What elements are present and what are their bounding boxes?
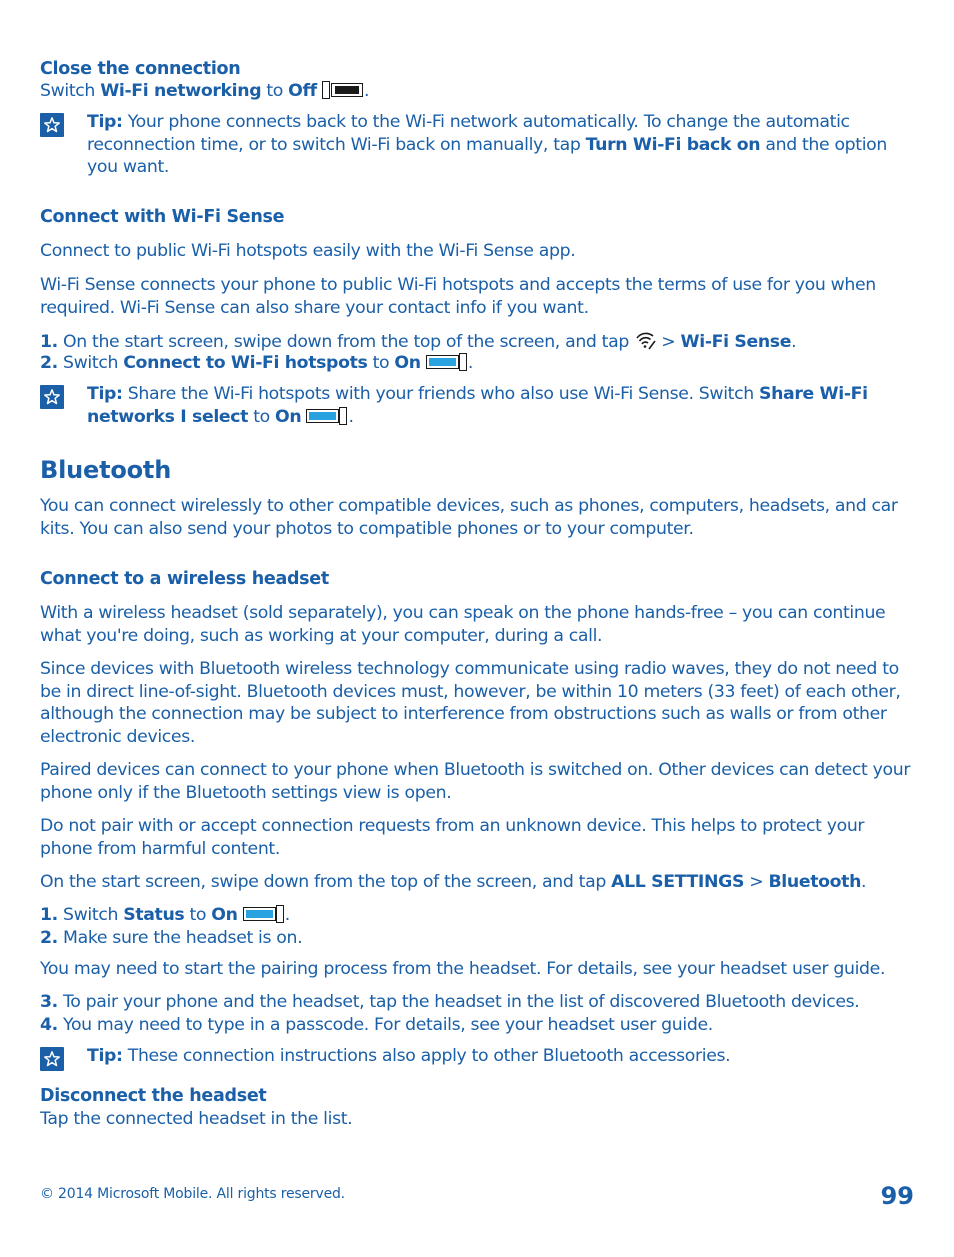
paragraph: Do not pair with or accept connection requests from an unknown device. This helps to protect your phone from harmful content. bbox=[40, 816, 865, 859]
step-4: 4. You may need to type in a passcode. For details, see your headset user guide. bbox=[40, 1015, 713, 1035]
step-2: 2. Make sure the headset is on. bbox=[40, 928, 303, 948]
paragraph: You can connect wirelessly to other compatible devices, such as phones, computers, headsets, and car kits. You can also send your photos to compatible phones or to your computer. bbox=[40, 496, 898, 539]
tip-reconnect: Tip: Your phone connects back to the Wi-Fi network automatically. To change the automatic reconnection time, or to switch Wi-Fi back on manually, tap Turn Wi-Fi back on and the option you want. bbox=[87, 112, 887, 177]
wifi-sense-icon bbox=[634, 330, 656, 350]
paragraph: On the start screen, swipe down from the top of the screen, and tap ALL SETTINGS > Bluetooth. bbox=[40, 872, 867, 892]
heading-wifi-sense: Connect with Wi-Fi Sense bbox=[40, 207, 285, 227]
paragraph: With a wireless headset (sold separately), you can speak on the phone hands-free – you can continue what you're doing, such as working at your computer, during a call. bbox=[40, 603, 886, 646]
step-1: 1. On the start screen, swipe down from the top of the screen, and tap > Wi-Fi Sense. bbox=[40, 332, 797, 352]
copyright: © 2014 Microsoft Mobile. All rights reserved. bbox=[40, 1186, 345, 1202]
tip-accessories: Tip: These connection instructions also apply to other Bluetooth accessories. bbox=[87, 1046, 731, 1066]
star-icon bbox=[40, 113, 64, 137]
step-2: 2. Switch Connect to Wi-Fi hotspots to On . bbox=[40, 353, 473, 373]
toggle-off-icon bbox=[322, 81, 364, 99]
star-icon bbox=[40, 385, 64, 409]
heading-disconnect: Disconnect the headset bbox=[40, 1086, 267, 1106]
paragraph: You may need to start the pairing process from the headset. For details, see your headset user guide. bbox=[40, 959, 886, 979]
paragraph: Wi-Fi Sense connects your phone to public Wi-Fi hotspots and accepts the terms of use for you when required. Wi-Fi Sense can also share your contact info if you want. bbox=[40, 275, 876, 318]
step-1: 1. Switch Status to On . bbox=[40, 905, 290, 925]
heading-close-connection: Close the connection bbox=[40, 59, 241, 79]
star-icon bbox=[40, 1047, 64, 1071]
page-number: 99 bbox=[880, 1182, 914, 1210]
tip-share-hotspots: Tip: Share the Wi-Fi hotspots with your friends who also use Wi-Fi Sense. Switch Share Wi-Fi networks I select to On . bbox=[87, 384, 868, 427]
close-connection-text: Switch Wi-Fi networking to Off . bbox=[40, 81, 370, 101]
paragraph: Paired devices can connect to your phone when Bluetooth is switched on. Other devices can detect your phone only if the Bluetooth settings view is open. bbox=[40, 760, 911, 803]
heading-bluetooth: Bluetooth bbox=[40, 456, 172, 484]
paragraph: Connect to public Wi-Fi hotspots easily with the Wi-Fi Sense app. bbox=[40, 241, 576, 261]
toggle-on-icon bbox=[306, 407, 348, 425]
paragraph: Since devices with Bluetooth wireless technology communicate using radio waves, they do not need to be in direct line-of-sight. Bluetooth devices must, however, be within 10 meters (33 feet) of each other, although the connection may be subject to interference from obstructions such as walls or from other electronic devices. bbox=[40, 659, 901, 747]
paragraph: Tap the connected headset in the list. bbox=[40, 1109, 353, 1129]
toggle-on-icon bbox=[243, 905, 285, 923]
step-3: 3. To pair your phone and the headset, tap the headset in the list of discovered Bluetooth devices. bbox=[40, 992, 860, 1012]
heading-wireless-headset: Connect to a wireless headset bbox=[40, 569, 329, 589]
toggle-on-icon bbox=[426, 353, 468, 371]
